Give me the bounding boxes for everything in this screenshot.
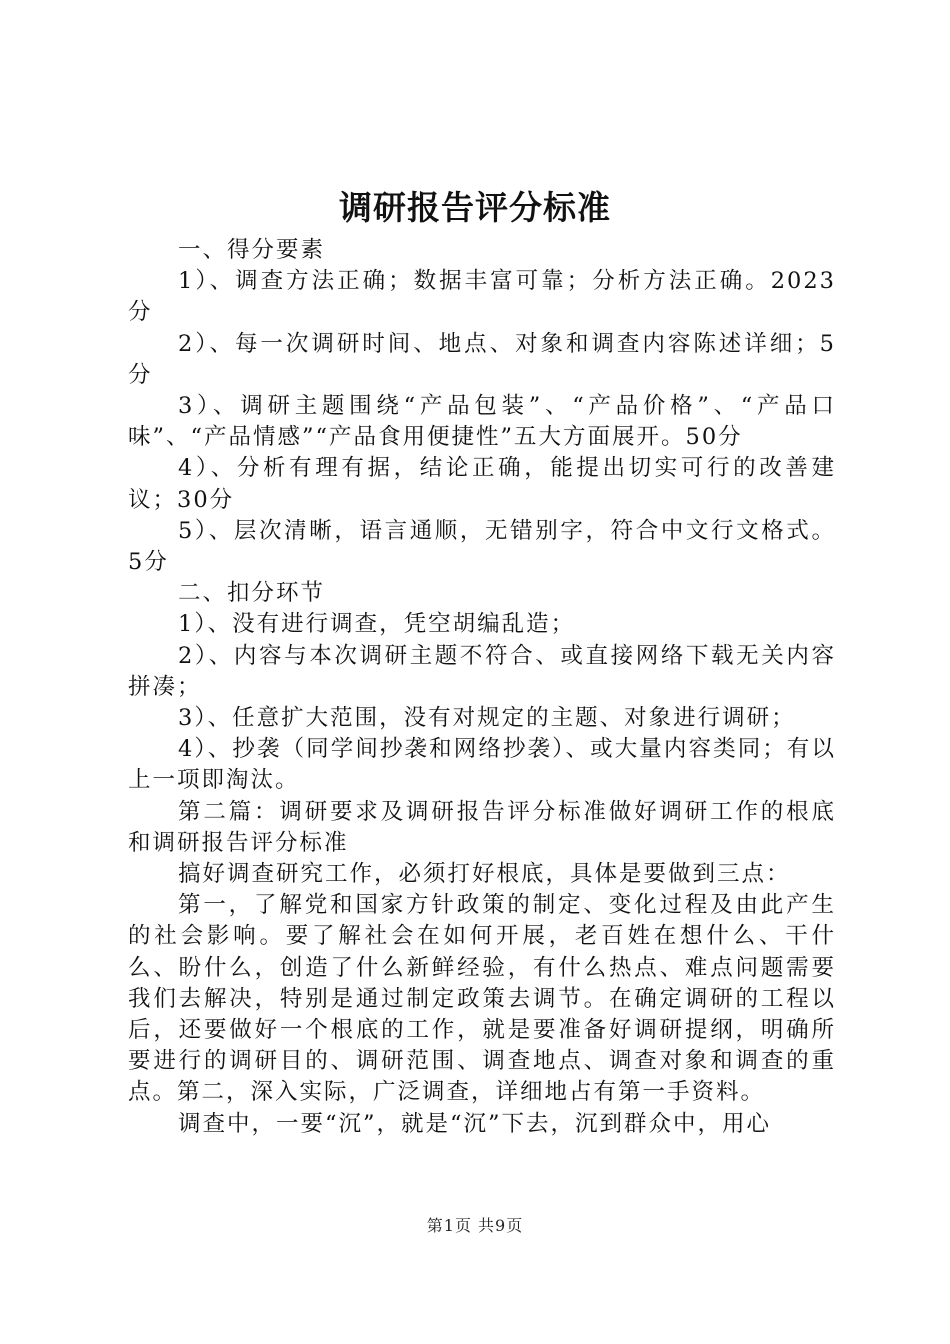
paragraph-investigation: 调查中，一要“沉”，就是“沉”下去，沉到群众中，用心 <box>178 1110 772 1137</box>
heading-scoring-elements: 一、得分要素 <box>178 237 326 263</box>
scoring-item-5: 5）、层次清晰，语言通顺，无错别字，符合中文行文格式。5分 <box>128 517 836 576</box>
deduction-item-4: 4）、抄袭（同学间抄袭和网络抄袭）、或大量内容类同；有以上一项即淘汰。 <box>128 736 836 794</box>
paragraph-foundation: 搞好调查研究工作，必须打好根底，具体是要做到三点： <box>178 861 791 888</box>
scoring-item-1: 1）、调查方法正确；数据丰富可靠；分析方法正确。2023分 <box>128 268 836 326</box>
section-two-heading: 第二篇：调研要求及调研报告评分标准做好调研工作的根底和调研报告评分标准 <box>128 798 836 856</box>
deduction-item-1: 1）、没有进行调查，凭空胡编乱造； <box>178 611 576 638</box>
deduction-item-3: 3）、任意扩大范围，没有对规定的主题、对象进行调研； <box>178 705 796 732</box>
paragraph-first-point: 第一，了解党和国家方针政策的制定、变化过程及由此产生的社会影响。要了解社会在如何开展，老百姓在想什么、干什么、盼什么，创造了什么新鲜经验，有什么热点、难点问题需要我们去解决，特别是通过制定政策去调节。在确定调研的工程以后，还要做好一个根底的工作，就是要准备好调研提纲，明确所要进行的调研目的、调研范围、调查地点、调查对象和调查的重点。第二，深入实际，广泛调查，详细地占有第一手资料。 <box>128 892 836 1106</box>
scoring-item-3: 3）、调研主题围绕“产品包装”、“产品价格”、“产品口味”、“产品情感”“产品食用便捷性”五大方面展开。50分 <box>128 393 836 451</box>
deduction-item-2: 2）、内容与本次调研主题不符合、或直接网络下载无关内容拼凑； <box>128 642 836 700</box>
document-body <box>128 235 836 1140</box>
scoring-item-4: 4）、分析有理有据，结论正确，能提出切实可行的改善建议；30分 <box>128 455 836 513</box>
heading-deductions: 二、扣分环节 <box>178 580 326 607</box>
scoring-item-2: 2）、每一次调研时间、地点、对象和调查内容陈述详细；5分 <box>128 330 836 388</box>
document-title: 调研报告评分标准 <box>339 188 611 227</box>
page-footer: 第1页 共9页 <box>426 1216 524 1235</box>
